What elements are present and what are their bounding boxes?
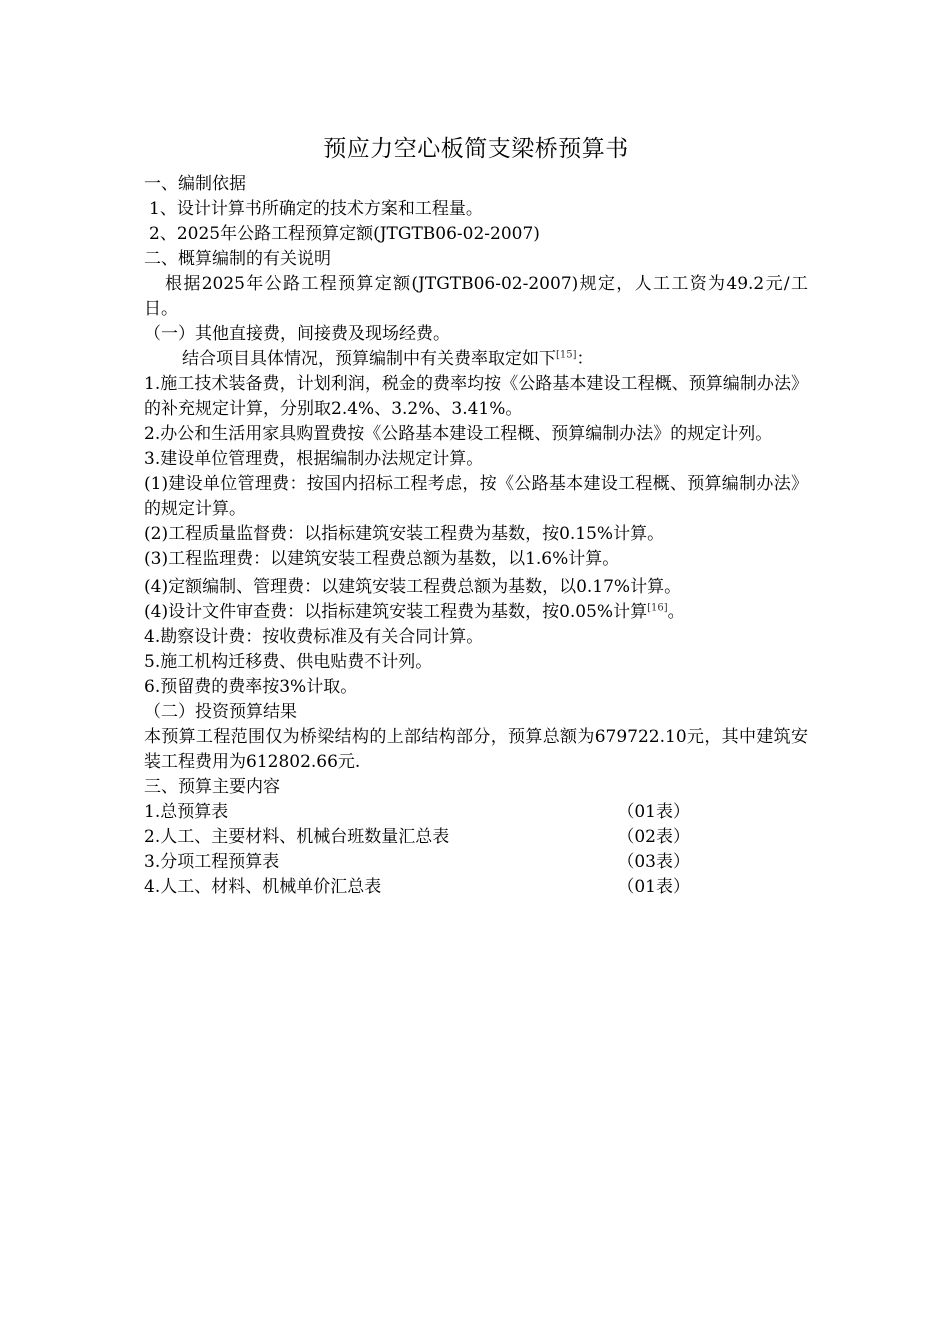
rate-item-5: 5.施工机构迁移费、供电贴费不计列。 [144,652,433,672]
rate-item-6: 6.预留费的费率按3%计取。 [144,677,358,697]
basis-item-1: 1、设计计算书所确定的技术方案和工程量。 [149,199,483,219]
rate-item-3-5-end: 。 [667,602,685,622]
list-item-label: 1.总预算表 [144,802,229,822]
document-page [144,132,808,900]
result-paragraph: 本预算工程范围仅为桥梁结构的上部结构部分，预算总额为679722.10元，其中建筑安装工程费用为612802.66元. [144,727,808,772]
list-item-label: 2.人工、主要材料、机械台班数量汇总表 [144,827,450,847]
list-item-table: （02表） [617,827,690,847]
list-item [144,800,690,825]
rate-item-3-3: (3)工程监理费：以建筑安装工程费总额为基数，以1.6%计算。 [144,549,620,569]
rate-lead-end: ： [576,349,594,369]
list-item [144,825,690,850]
basis-item-2: 2、2025年公路工程预算定额(JTGTB06-02-2007) [149,224,540,244]
citation-15: [15] [556,349,577,361]
section-1-heading: 一、编制依据 [144,174,246,194]
list-item-label: 4.人工、材料、机械单价汇总表 [144,877,382,897]
list-item-table: （01表） [617,802,690,822]
document-title: 预应力空心板简支梁桥预算书 [323,136,629,162]
list-item-table: （03表） [617,852,690,872]
rate-item-3-1: (1)建设单位管理费：按国内招标工程考虑，按《公路基本建设工程概、预算编制办法》的规定计算。 [144,474,808,519]
subsection-2-heading: （二）投资预算结果 [144,702,297,722]
section-3-heading: 三、预算主要内容 [144,777,280,797]
list-item-table: （01表） [617,877,690,897]
rate-item-2: 2.办公和生活用家具购置费按《公路基本建设工程概、预算编制办法》的规定计列。 [144,424,773,444]
content-list [144,800,808,900]
rate-lead-text: 结合项目具体情况，预算编制中有关费率取定如下 [182,349,556,369]
list-item-label: 3.分项工程预算表 [144,852,280,872]
section-2-heading: 二、概算编制的有关说明 [144,249,331,269]
rate-lead-paragraph [144,347,808,372]
rate-item-3-5-text: (4)设计文件审查费：以指标建筑安装工程费为基数，按0.05%计算 [144,602,648,622]
rate-item-3-2: (2)工程质量监督费：以指标建筑安装工程费为基数，按0.15%计算。 [144,524,665,544]
wage-paragraph: 根据2025年公路工程预算定额(JTGTB06-02-2007)规定，人工工资为49.2元/工日。 [144,274,808,319]
rate-item-3-4: (4)定额编制、管理费：以建筑安装工程费总额为基数，以0.17%计算。 [144,577,682,597]
rate-item-1: 1.施工技术装备费，计划利润，税金的费率均按《公路基本建设工程概、预算编制办法》的补充规定计算，分别取2.4%、3.2%、3.41%。 [144,374,808,419]
citation-16: [16] [647,602,668,614]
list-item [144,875,690,900]
rate-item-3: 3.建设单位管理费，根据编制办法规定计算。 [144,449,484,469]
subsection-1-heading: （一）其他直接费，间接费及现场经费。 [144,324,450,344]
list-item [144,850,690,875]
rate-item-4: 4.勘察设计费：按收费标准及有关合同计算。 [144,627,484,647]
rate-item-3-5 [144,600,808,625]
